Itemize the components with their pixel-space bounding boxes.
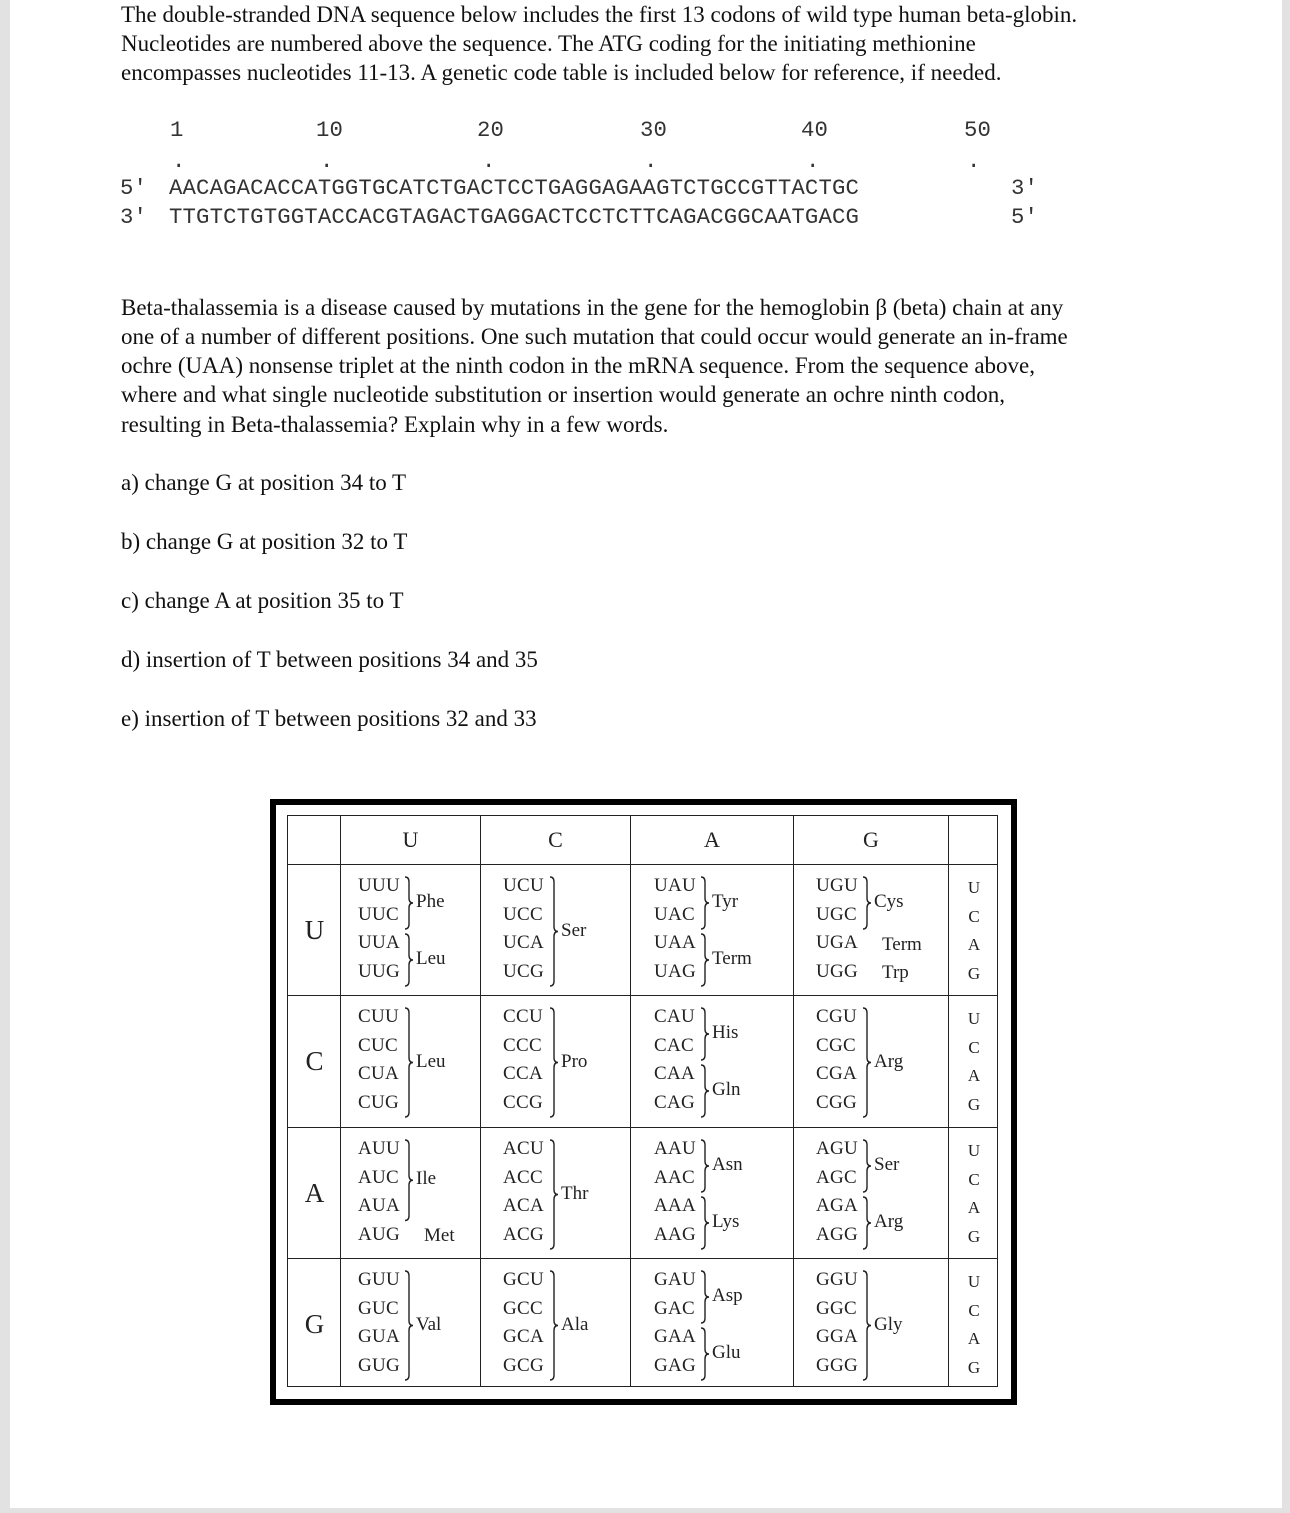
amino-acid-phe: Phe <box>416 891 445 912</box>
figure-frame-bottom <box>270 1399 1017 1405</box>
third-position-a: A <box>967 1198 981 1217</box>
codon-ucg: UCG <box>503 960 545 982</box>
amino-acid-cys: Cys <box>874 891 904 912</box>
third-position-g: G <box>967 1226 981 1246</box>
strand-end-label: 5' <box>120 175 148 201</box>
amino-acid-his: His <box>712 1022 739 1043</box>
codon-ucu: UCU <box>503 875 545 896</box>
codon-uug: UUG <box>358 960 401 982</box>
position-label-1: 1 <box>170 117 184 143</box>
amino-acid-val: Val <box>416 1313 442 1335</box>
brace-icon <box>700 1270 710 1324</box>
codon-acc: ACC <box>503 1166 543 1188</box>
first-position-a: A <box>304 1177 325 1208</box>
question-line: ochre (UAA) nonsense triplet at the ninth codon in the mRNA sequence. From the sequence above, <box>121 353 1036 378</box>
amino-acid-asp: Asp <box>712 1285 743 1306</box>
amino-acid-lys: Lys <box>712 1211 740 1232</box>
intro-line: encompasses nucleotides 11-13. A genetic code table is included below for reference, if needed. <box>121 60 1002 85</box>
question-line: where and what single nucleotide substitution or insertion would generate an ochre ninth codon, <box>121 382 1005 407</box>
codon-aug: AUG <box>358 1223 401 1245</box>
brace-icon <box>549 1270 559 1381</box>
codon-uuc: UUC <box>358 903 400 925</box>
position-tick: . <box>172 148 186 174</box>
position-tick: . <box>967 148 981 174</box>
genetic-code-table <box>287 815 998 1387</box>
brace-icon <box>700 1327 710 1381</box>
amino-acid-term: Term <box>882 933 922 955</box>
codon-uau: UAU <box>654 875 697 896</box>
codon-uca: UCA <box>503 932 545 953</box>
codon-uag: UAG <box>654 960 697 982</box>
codon-uua: UUA <box>358 932 401 953</box>
brace-icon <box>404 1007 414 1118</box>
third-position-u: U <box>967 1141 981 1160</box>
third-position-u: U <box>967 878 981 897</box>
codon-ugu: UGU <box>816 875 859 896</box>
codon-guu: GUU <box>358 1269 401 1290</box>
codon-ccc: CCC <box>503 1034 542 1056</box>
table-divider <box>630 816 631 1386</box>
codon-uaa: UAA <box>654 932 697 953</box>
brace-icon <box>700 1007 710 1061</box>
amino-acid-ser: Ser <box>561 919 587 941</box>
position-label-40: 40 <box>801 117 829 143</box>
codon-caa: CAA <box>654 1063 696 1084</box>
codon-gcg: GCG <box>503 1354 545 1376</box>
codon-gcu: GCU <box>503 1269 545 1290</box>
amino-acid-trp: Trp <box>882 962 909 984</box>
amino-acid-term: Term <box>712 948 752 969</box>
codon-gaa: GAA <box>654 1326 697 1347</box>
header-second-g: G <box>863 827 879 852</box>
brace-icon <box>404 1139 414 1222</box>
amino-acid-leu: Leu <box>416 948 446 969</box>
amino-acid-tyr: Tyr <box>712 891 739 912</box>
intro-line: The double-stranded DNA sequence below includes the first 13 codons of wild type human beta-globin. <box>121 2 1078 27</box>
brace-icon <box>700 876 710 930</box>
codon-auc: AUC <box>358 1166 400 1188</box>
codon-ggg: GGG <box>816 1354 859 1376</box>
brace-icon <box>862 1007 872 1118</box>
codon-cua: CUA <box>358 1063 400 1084</box>
document-page <box>10 0 1282 1508</box>
figure-frame-left <box>270 799 276 1405</box>
strand-end-label: 5' <box>1011 204 1039 230</box>
codon-aac: AAC <box>654 1166 696 1188</box>
codon-cag: CAG <box>654 1091 696 1113</box>
brace-icon <box>700 1196 710 1250</box>
codon-uga: UGA <box>816 932 859 953</box>
figure-frame-top <box>270 799 1017 805</box>
amino-acid-ile: Ile <box>416 1168 437 1190</box>
codon-auu: AUU <box>358 1138 401 1159</box>
codon-cug: CUG <box>358 1091 400 1113</box>
codon-guc: GUC <box>358 1297 400 1319</box>
amino-acid-ser: Ser <box>874 1154 900 1175</box>
codon-uac: UAC <box>654 903 696 925</box>
codon-agg: AGG <box>816 1223 859 1245</box>
strand-end-label: 3' <box>1011 175 1039 201</box>
codon-agu: AGU <box>816 1138 859 1159</box>
codon-aca: ACA <box>503 1195 545 1216</box>
third-position-u: U <box>967 1009 981 1028</box>
third-position-a: A <box>967 935 981 954</box>
brace-icon <box>404 933 414 987</box>
third-position-u: U <box>967 1272 981 1291</box>
option-e[interactable]: e) insertion of T between positions 32 and 33 <box>121 706 537 731</box>
codon-cau: CAU <box>654 1006 696 1027</box>
table-divider <box>793 816 794 1386</box>
codon-ccu: CCU <box>503 1006 543 1027</box>
codon-cac: CAC <box>654 1034 694 1056</box>
codon-aau: AAU <box>654 1138 697 1159</box>
third-position-c: C <box>968 1169 980 1189</box>
brace-icon <box>549 1139 559 1250</box>
position-label-20: 20 <box>477 117 505 143</box>
brace-icon <box>862 876 872 930</box>
codon-gug: GUG <box>358 1354 401 1376</box>
third-position-g: G <box>967 1094 981 1114</box>
brace-icon <box>700 1064 710 1118</box>
codon-ccg: CCG <box>503 1091 543 1113</box>
codon-cgg: CGG <box>816 1091 858 1113</box>
codon-cuu: CUU <box>358 1006 400 1027</box>
first-position-u: U <box>304 914 325 945</box>
amino-acid-gly: Gly <box>874 1313 903 1335</box>
position-tick: . <box>320 148 334 174</box>
question-line: Beta-thalassemia is a disease caused by mutations in the gene for the hemoglobin β (beta) chain at any <box>121 295 1064 320</box>
codon-ggc: GGC <box>816 1297 858 1319</box>
table-divider <box>288 1258 997 1259</box>
codon-gag: GAG <box>654 1354 697 1376</box>
question-line: resulting in Beta-thalassemia? Explain why in a few words. <box>121 412 669 437</box>
position-label-50: 50 <box>964 117 992 143</box>
codon-acu: ACU <box>503 1138 545 1159</box>
third-position-a: A <box>967 1066 981 1085</box>
third-position-c: C <box>968 906 980 926</box>
codon-ugc: UGC <box>816 903 858 925</box>
amino-acid-ala: Ala <box>561 1313 589 1335</box>
codon-aaa: AAA <box>654 1195 697 1216</box>
option-a[interactable]: a) change G at position 34 to T <box>121 470 407 495</box>
codon-acg: ACG <box>503 1223 545 1245</box>
codon-ggu: GGU <box>816 1269 859 1290</box>
table-divider <box>288 995 997 996</box>
option-c[interactable]: c) change A at position 35 to T <box>121 588 404 613</box>
brace-icon <box>549 1007 559 1118</box>
position-tick: . <box>806 148 820 174</box>
first-position-c: C <box>305 1045 324 1076</box>
amino-acid-arg: Arg <box>874 1211 904 1232</box>
amino-acid-pro: Pro <box>561 1050 588 1072</box>
codon-gcc: GCC <box>503 1297 543 1319</box>
table-divider <box>288 1127 997 1128</box>
codon-aag: AAG <box>654 1223 697 1245</box>
amino-acid-thr: Thr <box>561 1182 589 1204</box>
table-divider <box>480 816 481 1386</box>
codon-ugg: UGG <box>816 960 859 982</box>
brace-icon <box>700 933 710 987</box>
header-second-u: U <box>402 827 419 852</box>
third-position-g: G <box>967 1357 981 1377</box>
codon-gau: GAU <box>654 1269 697 1290</box>
option-b[interactable]: b) change G at position 32 to T <box>121 529 408 554</box>
strand-bases: TTGTCTGTGGTACCACGTAGACTGAGGACTCCTCTTCAGACGGCAATGACG <box>169 204 860 230</box>
codon-aua: AUA <box>358 1195 401 1216</box>
codon-gua: GUA <box>358 1326 401 1347</box>
codon-cga: CGA <box>816 1063 858 1084</box>
figure-frame-right <box>1011 799 1017 1405</box>
position-label-10: 10 <box>316 117 344 143</box>
codon-uuu: UUU <box>358 875 401 896</box>
strand-bases: AACAGACACCATGGTGCATCTGACTCCTGAGGAGAAGTCTGCCGTTACTGC <box>169 175 860 201</box>
codon-cca: CCA <box>503 1063 543 1084</box>
first-position-g: G <box>304 1308 325 1339</box>
amino-acid-glu: Glu <box>712 1342 741 1363</box>
amino-acid-gln: Gln <box>712 1079 741 1100</box>
third-position-c: C <box>968 1037 980 1057</box>
intro-line: Nucleotides are numbered above the sequence. The ATG coding for the initiating methionine <box>121 31 976 56</box>
codon-agc: AGC <box>816 1166 858 1188</box>
amino-acid-asn: Asn <box>712 1154 743 1175</box>
third-position-c: C <box>968 1300 980 1320</box>
amino-acid-leu: Leu <box>416 1050 446 1072</box>
codon-aga: AGA <box>816 1195 859 1216</box>
codon-gga: GGA <box>816 1326 859 1347</box>
third-position-a: A <box>967 1329 981 1348</box>
brace-icon <box>404 1270 414 1381</box>
strand-end-label: 3' <box>120 204 148 230</box>
codon-cgc: CGC <box>816 1034 856 1056</box>
amino-acid-arg: Arg <box>874 1050 904 1072</box>
brace-icon <box>700 1139 710 1193</box>
question-line: one of a number of different positions. One such mutation that could occur would generate an in-frame <box>121 324 1068 349</box>
header-second-c: C <box>548 827 563 852</box>
position-label-30: 30 <box>640 117 668 143</box>
header-second-a: A <box>704 827 720 852</box>
position-tick: . <box>644 148 658 174</box>
codon-gac: GAC <box>654 1297 696 1319</box>
brace-icon <box>404 876 414 930</box>
brace-icon <box>862 1270 872 1381</box>
codon-cgu: CGU <box>816 1006 858 1027</box>
codon-cuc: CUC <box>358 1034 398 1056</box>
codon-ucc: UCC <box>503 903 543 925</box>
codon-gca: GCA <box>503 1326 545 1347</box>
position-tick: . <box>482 148 496 174</box>
option-d[interactable]: d) insertion of T between positions 34 and 35 <box>121 647 538 672</box>
amino-acid-met: Met <box>424 1225 455 1247</box>
third-position-g: G <box>967 963 981 983</box>
brace-icon <box>549 876 559 987</box>
brace-icon <box>862 1139 872 1193</box>
brace-icon <box>862 1196 872 1250</box>
table-divider <box>288 864 997 865</box>
